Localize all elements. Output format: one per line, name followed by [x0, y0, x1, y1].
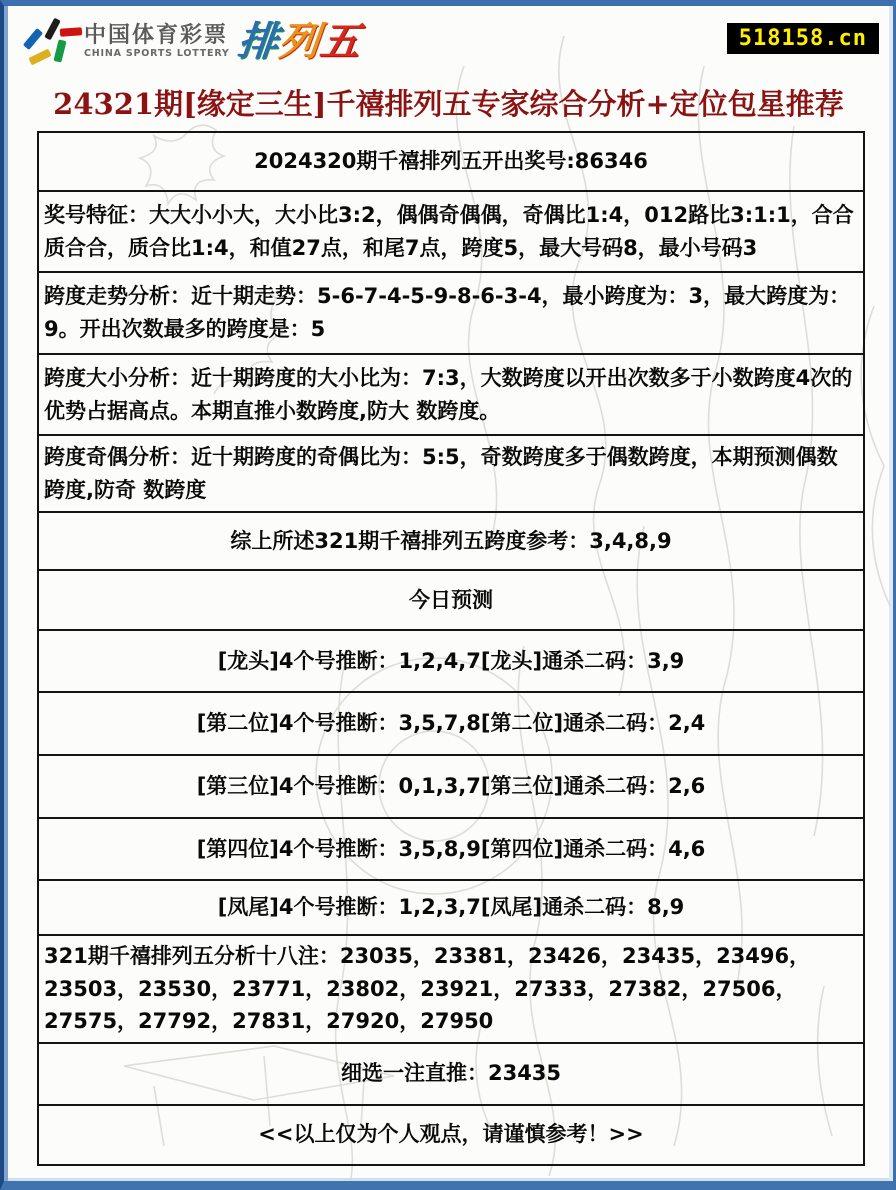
table-row-disclaimer: <<以上仅为个人观点，请谨慎参考！>>: [39, 1104, 863, 1164]
table-row-last-draw-result: 2024320期千禧排列五开出奖号:86346: [254, 149, 648, 174]
logo-bar-green: [53, 39, 66, 62]
table-row-today-forecast-heading: 今日预测: [39, 569, 863, 629]
table-row-position2: [第二位]4个号推断：3,5,7,8[第二位]通杀二码：2,4: [39, 691, 863, 754]
logo-bar-black: [44, 18, 61, 41]
table-row-single-direct-pick: 细选一注直推：23435: [39, 1042, 863, 1104]
game-char-1: 排: [235, 19, 282, 65]
logo-bar-blue: [23, 28, 43, 50]
logo-english-name: CHINA SPORTS LOTTERY: [84, 48, 230, 60]
site-url-badge: 518158.cn: [727, 23, 879, 54]
page-header: [4, 6, 893, 78]
logo-chinese-name: 中国体育彩票: [84, 23, 229, 49]
table-row-span-trend-analysis: 跨度走势分析：近十期走势：5-6-7-4-5-9-8-6-3-4，最小跨度为：3，最大跨度为：9。开出次数最多的跨度是：5: [39, 271, 863, 353]
analysis-table: [37, 131, 865, 1166]
table-row-eighteen-picks: 321期千禧排列五分析十八注：23035，23381，23426，23435，23496，23503，23530，23771，23802，23921，27333，27382，27506，27575，27792，27831，27920，27950: [39, 934, 863, 1042]
china-sports-lottery-logo: [20, 16, 364, 68]
table-row-number-features: 奖号特征：大大小小大，大小比3:2，偶偶奇偶偶，奇偶比1:4，012路比3:1:1，合合质合合，质合比1:4，和值27点，和尾7点，跨度5，最大号码8，最小号码3: [39, 190, 863, 271]
logo-bar-yellow: [28, 49, 51, 66]
logo-bar-red: [60, 27, 83, 37]
table-row-span-reference: 综上所述321期千禧排列五跨度参考：3,4,8,9: [39, 511, 863, 569]
game-char-3: 五: [317, 19, 364, 65]
table-row-position1-dragon-head: [龙头]4个号推断：1,2,4,7[龙头]通杀二码：3,9: [39, 629, 863, 691]
table-row-position5-phoenix-tail: [凤尾]4个号推断：1,2,3,7[凤尾]通杀二码：8,9: [39, 879, 863, 934]
table-row-position3: [第三位]4个号推断：0,1,3,7[第三位]通杀二码：2,6: [39, 754, 863, 817]
page-title: 24321期[缘定三生]千禧排列五专家综合分析+定位包星推荐: [53, 87, 844, 121]
sports-lottery-mark-icon: [20, 16, 78, 68]
table-row-position4: [第四位]4个号推断：3,5,8,9[第四位]通杀二码：4,6: [39, 817, 863, 879]
table-row-span-size-analysis: 跨度大小分析：近十期跨度的大小比为：7:3，大数跨度以开出次数多于小数跨度4次的优势占据高点。本期直推小数跨度,防大 数跨度。: [39, 353, 863, 434]
game-name-pailiewu: [235, 19, 364, 65]
table-row-span-parity-analysis: 跨度奇偶分析：近十期跨度的奇偶比为：5:5，奇数跨度多于偶数跨度，本期预测偶数跨度,防奇 数跨度: [39, 434, 863, 511]
game-char-2: 列: [276, 19, 323, 65]
logo-text: [84, 24, 230, 60]
